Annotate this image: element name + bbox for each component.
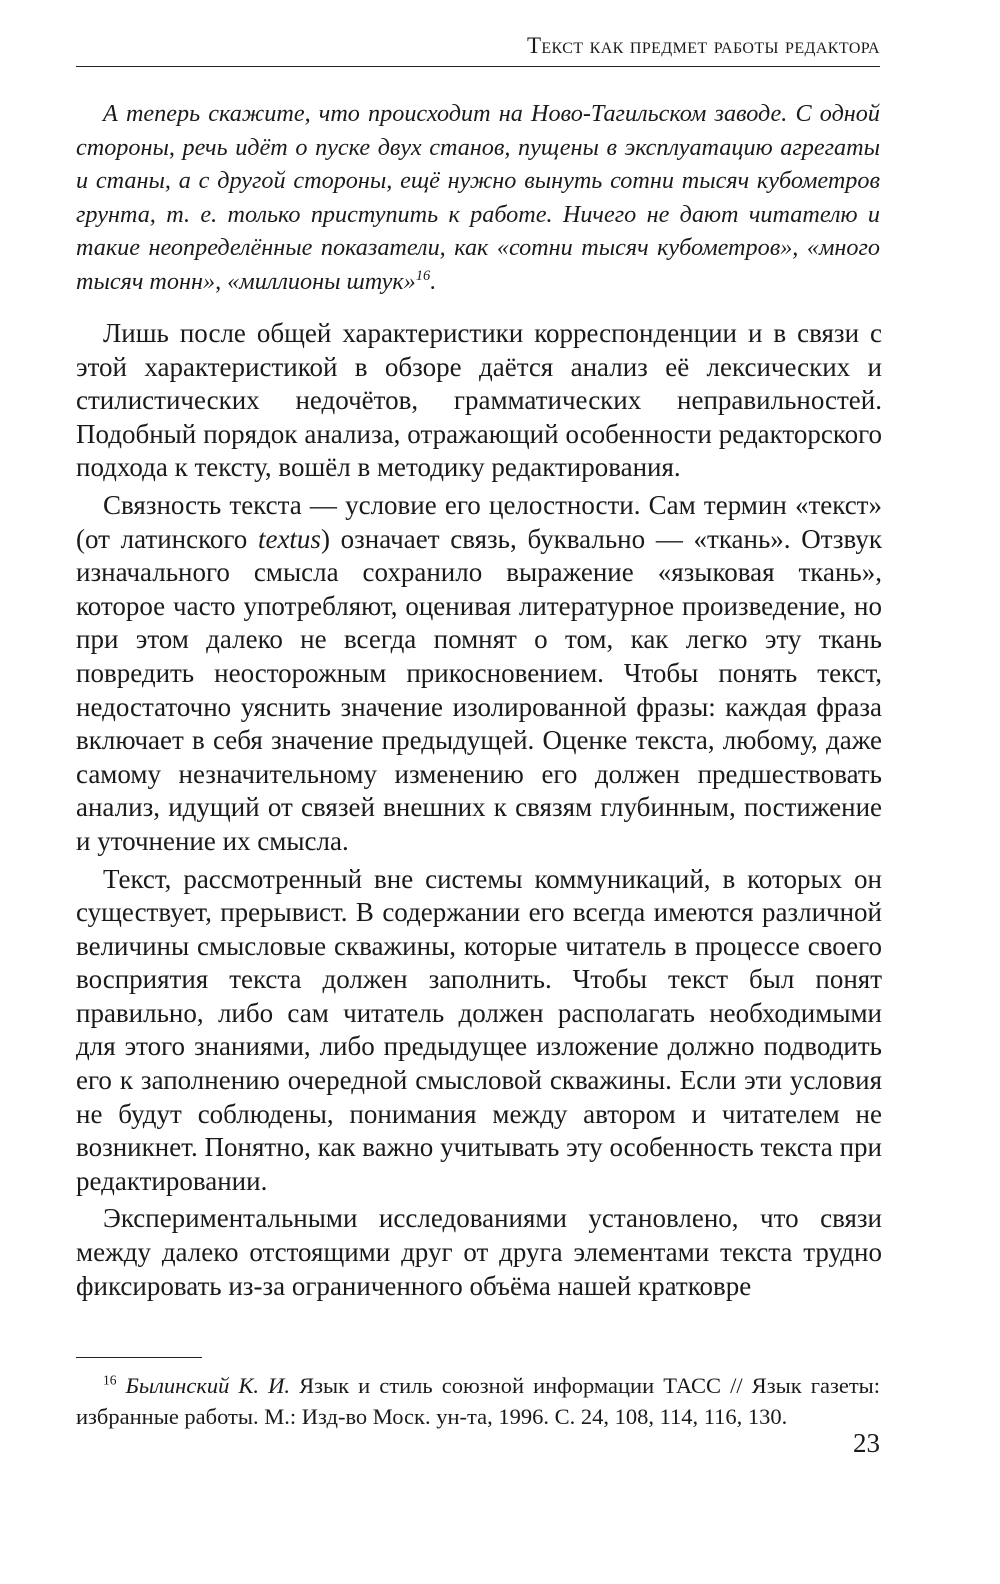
footnote-number: 16 bbox=[103, 1372, 117, 1388]
footnote bbox=[76, 1370, 880, 1432]
paragraph-3: Текст, рассмотренный вне системы коммуникаций, в которых он существует, прерывист. В содержании его всегда имеются различной величины смысловые скважины, которые читатель в процессе своего восприятия текста должен заполнить. Чтобы текст был понят правильно, либо сам читатель должен располагать необходимыми для этого знаниями, либо предыдущее изложение должно подводить его к заполнению очередной смысловой скважины. Если эти условия не будут соблюдены, понимания между автором и читателем не возникнет. Понятно, как важно учитывать эту особенность текста при редактировании. bbox=[76, 863, 882, 1196]
header-rule bbox=[76, 66, 880, 67]
paragraph-1: Лишь после общей характеристики корреспонденции и в связи с этой характеристикой в обзоре даётся анализ её лексических и стилистических недочётов, грамматических неправильностей. Подобный порядок анализа, отражающий особенности редакторского подхода к тексту, вошёл в методику редактирования. bbox=[76, 318, 882, 483]
footnote-text: Язык и стиль союзной информации ТАСС // Язык газеты: избранные работы. М.: Изд-во Моск. ун-та, 1996. С. 24, 108, 114, 116, 130. bbox=[76, 1373, 881, 1429]
footnote-rule bbox=[76, 1357, 202, 1358]
footnote-paragraph bbox=[76, 1370, 880, 1432]
quote-paragraph bbox=[76, 97, 880, 298]
quote-end: . bbox=[430, 267, 437, 295]
block-quote bbox=[76, 97, 880, 298]
latin-term: textus bbox=[257, 523, 321, 554]
main-text bbox=[76, 317, 882, 1303]
quote-text: А теперь скажите, что происходит на Ново-Тагильском заводе. С одной стороны, речь идёт о пуске двух станов, пущены в эксплуатацию агрегаты и станы, а с другой стороны, ещё нужно вынуть сотни тысяч кубометров грунта, т. е. только приступить к работе. Ничего не дают читателю и такие неопределённые показатели, как «сотни тысяч кубометров», «много тысяч тонн», «миллионы штук» bbox=[76, 100, 880, 295]
paragraph-2: Связность текста — условие его целостности. Сам термин «текст» (от латинского textus) означает связь, буквально — «ткань». Отзвук изначального смысла сохранило выражение «языковая ткань», которое часто употребляют, оценивая литературное произведение, но при этом далеко не всегда помнят о том, как легко эту ткань повредить неосторожным прикосновением. Чтобы понять текст, недостаточно уяснить значение изолированной фразы: каждая фраза включает в себя значение предыдущей. Оценке текста, любому, даже самому незначительному изменению его должен предшествовать анализ, идущий от связей внешних к связям глубинным, постижение и уточнение их смысла. bbox=[76, 489, 882, 856]
footnote-ref-16[interactable]: 16 bbox=[415, 267, 431, 284]
footnote-author: Былинский К. И. bbox=[125, 1373, 290, 1398]
page-number: 23 bbox=[853, 1428, 880, 1458]
running-header: Текст как предмет работы редактора bbox=[526, 33, 880, 58]
paragraph-4: Экспериментальными исследованиями установлено, что связи между далеко отстоящими друг от друга элементами текста трудно фиксировать из-за ограниченного объёма нашей кратковре bbox=[76, 1203, 882, 1301]
